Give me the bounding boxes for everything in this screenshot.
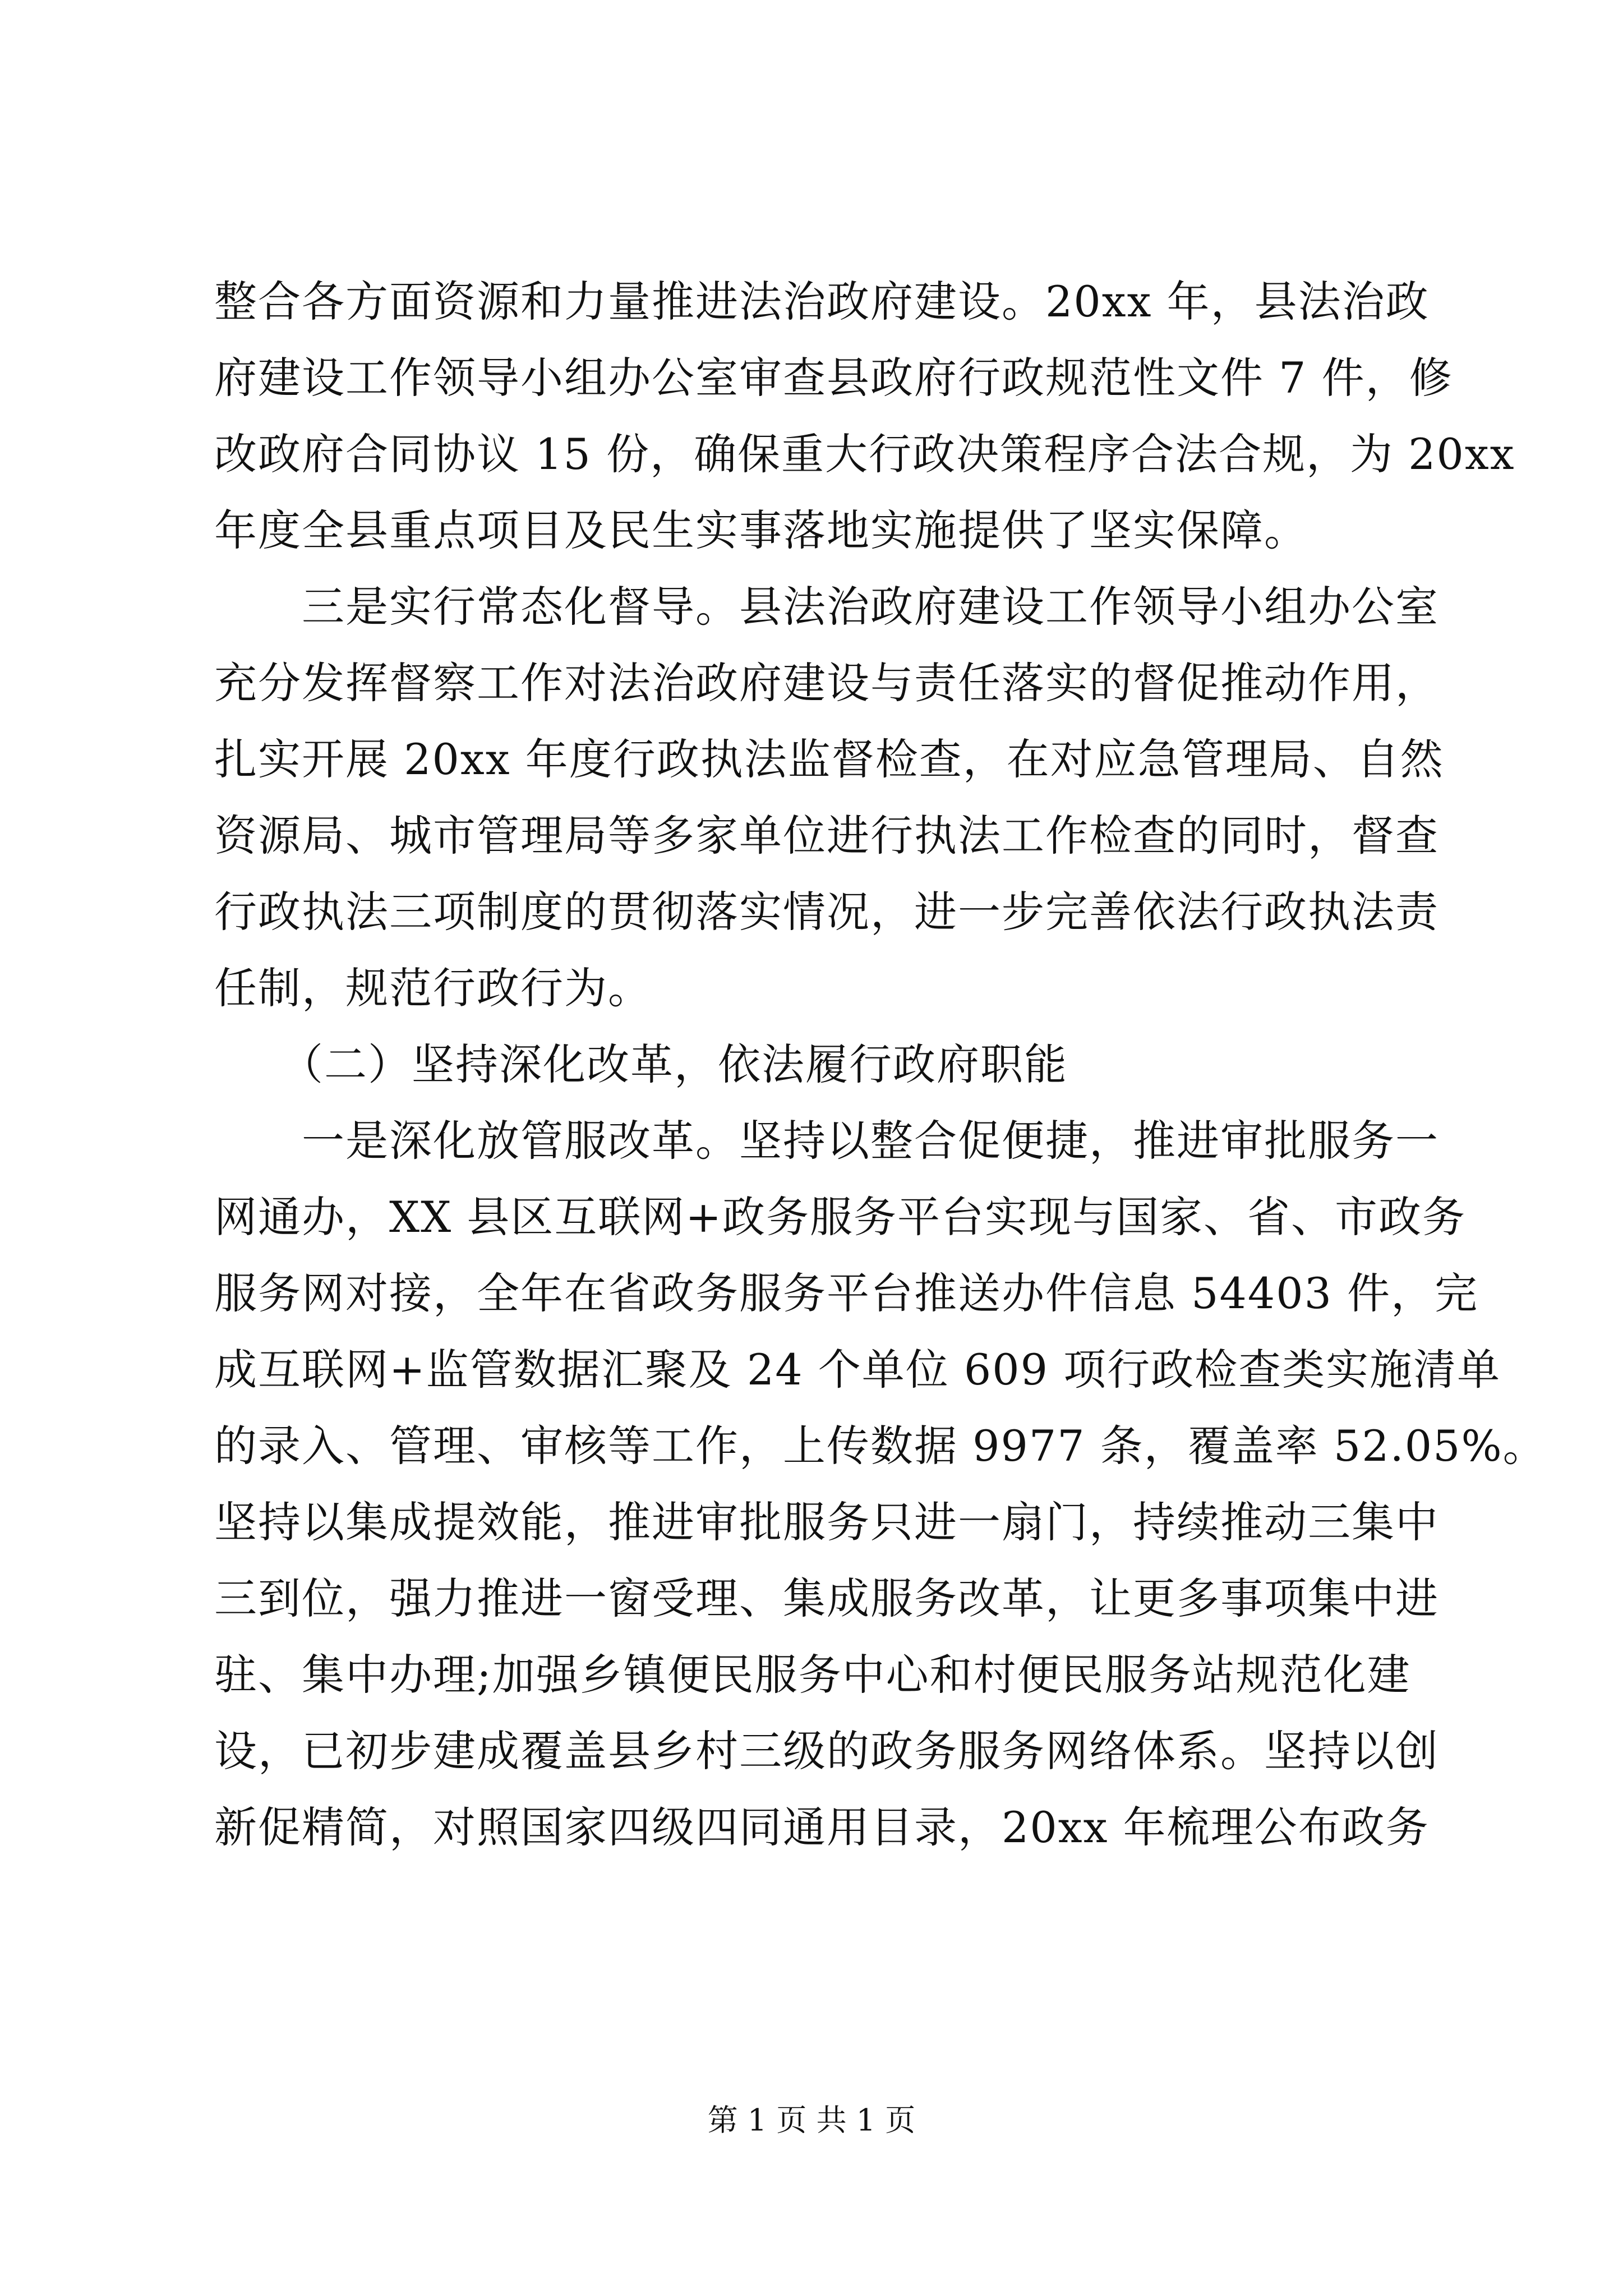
text-line: 充分发挥督察工作对法治政府建设与责任落实的督促推动作用， xyxy=(214,658,1439,708)
text-line: 的录入、管理、审核等工作，上传数据 9977 条，覆盖率 52.05%。 xyxy=(214,1421,1547,1471)
page-footer xyxy=(0,2098,1623,2143)
text-line: 三是实行常态化督导。县法治政府建设工作领导小组办公室 xyxy=(214,582,1439,632)
text-line: 一是深化放管服改革。坚持以整合促便捷，推进审批服务一 xyxy=(214,1116,1439,1166)
text-line: 驻、集中办理;加强乡镇便民服务中心和村便民服务站规范化建 xyxy=(214,1650,1411,1700)
text-line: 年度全县重点项目及民生实事落地实施提供了坚实保障。 xyxy=(214,505,1308,555)
text-line: 整合各方面资源和力量推进法治政府建设。20xx 年，县法治政 xyxy=(214,277,1430,326)
text-line: 成互联网+监管数据汇聚及 24 个单位 609 项行政检查类实施清单 xyxy=(214,1345,1501,1395)
text-line: 设，已初步建成覆盖县乡村三级的政务服务网络体系。坚持以创 xyxy=(214,1726,1439,1776)
text-line: 任制，规范行政行为。 xyxy=(214,963,652,1013)
text-line: 府建设工作领导小组办公室审查县政府行政规范性文件 7 件，修 xyxy=(214,353,1453,403)
text-line: 三到位，强力推进一窗受理、集成服务改革，让更多事项集中进 xyxy=(214,1573,1439,1623)
text-line: 扎实开展 20xx 年度行政执法监督检查，在对应急管理局、自然 xyxy=(214,734,1444,784)
text-line: 改政府合同协议 15 份，确保重大行政决策程序合法合规，为 20xx xyxy=(214,429,1515,479)
text-line: 坚持以集成提效能，推进审批服务只进一扇门，持续推动三集中 xyxy=(214,1497,1439,1547)
page-number: 第 1 页 共 1 页 xyxy=(707,2102,916,2138)
text-line: 服务网对接，全年在省政务服务平台推送办件信息 54403 件，完 xyxy=(214,1268,1479,1318)
text-line: 网通办，XX 县区互联网+政务服务平台实现与国家、省、市政务 xyxy=(214,1192,1467,1242)
text-line: 行政执法三项制度的贯彻落实情况，进一步完善依法行政执法责 xyxy=(214,887,1439,937)
text-line: 新促精简，对照国家四级四同通用目录，20xx 年梳理公布政务 xyxy=(214,1802,1430,1852)
section-heading: （二）坚持深化改革，依法履行政府职能 xyxy=(214,1039,1068,1089)
text-line: 资源局、城市管理局等多家单位进行执法工作检查的同时，督查 xyxy=(214,811,1439,861)
document-body xyxy=(214,264,1547,1866)
